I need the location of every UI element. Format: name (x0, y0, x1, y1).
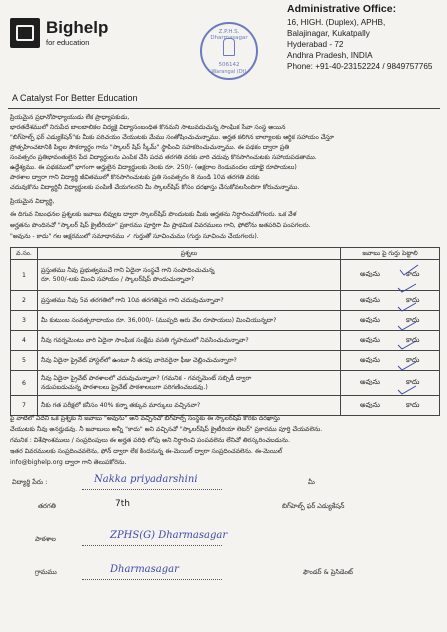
salutation-student: ప్రియమైన విద్యార్థి, (10, 198, 55, 205)
check-mark-icon (398, 386, 416, 394)
class-label: తరగతి (38, 502, 56, 510)
row-number: 7 (11, 396, 38, 416)
answer-no[interactable]: కాదు (405, 378, 420, 386)
closing-label: మీ (308, 478, 315, 486)
letter-line: ఈ దిగువ నిబంధనల ప్రశ్నలకు జవాబు లివ్వుట ద్వారా స్కాలర్‌షిప్ పొందుటకు మీకు అర్హతను నిర్ధారించుకోగలరు. ఒక వేళ (10, 211, 297, 218)
footer-email-line: info@bighelp.org ద్వారా గాని తెలుపకోరెను. (10, 459, 127, 466)
name-underline (82, 489, 222, 490)
stamp-number: 506142 (218, 62, 240, 68)
brand-subtitle: for education (46, 38, 90, 47)
answer-yes[interactable]: అవును (360, 355, 380, 364)
answer-no[interactable]: కాదు (405, 400, 420, 409)
question-text: ప్రస్తుతము నీవు 5వ తరగతిలో గాని 10వ తరగతిపైన గాని చదువుచున్నావా? (41, 297, 224, 304)
check-mark-icon (398, 322, 416, 330)
check-mark-icon (398, 362, 416, 370)
school-label: పాఠశాల (35, 535, 56, 543)
row-number: 4 (11, 331, 38, 351)
letter-line: "అవును - కాదు" గల అక్షరములో సమాధానము ✓ గుర్తుతో సూచించుము (గుర్తు సూచించు చేయగలరు). (10, 233, 259, 240)
check-mark-icon (398, 284, 416, 292)
answer-yes[interactable]: అవును (360, 378, 380, 386)
student-name-label: విద్యార్థి పేరు : (12, 478, 48, 486)
row-number: 3 (11, 311, 38, 331)
answer-no[interactable]: కాదు (405, 355, 420, 364)
letter-line: భారతదేశములో నిరుపేద బాలబాలికల విద్యకై విద్యాసంబంధిత కొనమని సాటువదుచున్న సాంఘిక సేవా సంస్థ అయిన (10, 124, 286, 131)
tagline: A Catalyst For Better Education (12, 93, 138, 103)
answer-yes[interactable]: అవును (360, 295, 380, 304)
row-number: 1 (11, 260, 38, 291)
answer-yes[interactable]: అవును (360, 315, 380, 324)
village-underline (82, 579, 222, 580)
answer-no[interactable]: కాదు (405, 270, 420, 278)
footer-line: చేయుటకు నీవు అనర్హుడవు. నీ జవాబులు అన్నీ "కాదు" అని వచ్చినచో "స్కాలర్‌షిప్ క్రైటీరియా లెటర్" ప్రకారము పూర్తి చేయవలెను. (10, 426, 323, 433)
footer-note: గమనిక : విశేషాంశములు / సంప్రదింపులు ఈ అర్హత పరిధి లోపు అని నిర్ధారించి పంపవలెను లేనిచో తిరస్కరించబడును. (10, 437, 290, 444)
header-question: ప్రశ్నలు (38, 248, 341, 260)
phone-line: Phone: +91-40-23152224 / 9849757765 (287, 62, 433, 71)
org-name-label: బిగ్‌హెల్ప్ ఫర్ ఎడ్యుకేషన్ (282, 502, 345, 510)
letter-line: ప్రోత్సహించటానికి పిల్లల సౌకర్యార్థం గాను "స్కాలర్ షిప్ స్కీమ్" స్థాపించి సహకరించుచున్నాము. ఈ పథకం ద్వారా ప్రతి (10, 144, 290, 151)
address-line: Balajinagar, Kukatpally (287, 29, 370, 38)
office-title: Administrative Office: (287, 3, 397, 15)
village-label: గ్రామము (35, 568, 57, 576)
letter-line: చదువుకొను విద్యార్థినీ విద్యార్థులకు పంపిణీ చేయగలరని మీ స్కాలర్‌షిప్ కోసం దరఖాస్తు చేసుకోవలసిందిగా కోరుచున్నాము. (10, 184, 300, 191)
question-text: నీవు గవర్నమెంటు వారి ఏదైనా సాంఘిక సంక్షేమ వసతి గృహములో నివసించుచున్నావా? (41, 337, 249, 344)
question-text-cont: రూ. 500/-లకు మించి సహాయం / స్కాలర్‌షిప్ పొందుచున్నావా? (41, 276, 195, 283)
address-line: 16, HIGH. (Duplex), APHB, (287, 18, 386, 27)
question-text: నీవు ఏదైనా ప్రైవేట్ హాస్టల్‌లో ఉంటూ నీ తరపు వారెవరైనా ఫీజు చెల్లించుచున్నారా? (41, 357, 237, 364)
check-mark-icon (400, 265, 418, 275)
school-value[interactable]: ZPHS(G) Dharmasagar (110, 530, 228, 541)
answer-yes[interactable]: అవును (360, 270, 380, 278)
brand-name: Bighelp (46, 18, 109, 37)
row-number: 5 (11, 351, 38, 371)
footer-line: పై వాటిలో ఏదేని ఒక ప్రశ్నకు నీ జవాబు "అవును" అని వచ్చినచో బిగ్‌హెల్ప్ సంస్థకు ఈ స్కాలర్‌షిప్ కొరకు దరఖాస్తు (10, 415, 280, 422)
check-mark-icon (398, 303, 416, 311)
letter-line: పాఠశాల ద్వారా గాని విద్యార్థి జీవితములో కొనసాగించుటకు ప్రతి సంవత్సరం 8 నుండి 10వ తరగతి వరకు (10, 174, 260, 181)
address-line: Andhra Pradesh, INDIA (287, 51, 373, 60)
class-value[interactable]: 7th (115, 499, 130, 509)
stamp-bottom-text: Warangal (Dt) (211, 69, 247, 75)
answer-yes[interactable]: అవును (360, 335, 380, 344)
answer-no[interactable]: కాదు (405, 295, 420, 304)
answer-yes[interactable]: అవును (360, 400, 380, 409)
question-text: ప్రస్తుతము నీవు ప్రభుత్వముచే గాని ఏదైనా సంస్థచే గాని సంపాదించుచున్న (41, 267, 215, 274)
letter-line: అర్హతను పొందినచో "స్కాలర్ షిప్ క్రైటీరియా" ప్రకారము పూర్తిగా మీ ప్రాథమిక వివరములు గాని, ఫోటోను జతపరిచి పంపగలరు. (10, 222, 311, 229)
row-number: 6 (11, 371, 38, 396)
letter-line: "బిగ్‌హెల్ప్ ఫర్ ఎడ్యుకేషన్"కు మీకు పరిచయం చేయుటకు మేము సంతోషించుచున్నాము. అర్హత కలిగిన బాల్యాలకు ఆర్థిక సహాయం చేస్తూ (10, 134, 334, 141)
letter-line: ఉద్దేశ్యము. ఈ పథకములో భాగంగా అర్హులైన విద్యార్థులకు నెలకు రూ. 250/- (అక్షరాల రెండువందల యాభై రూపాయలు) (10, 164, 297, 171)
header-sno: వ.సం. (11, 248, 38, 260)
header-answer: జవాబు పై గుర్తు పెట్టాలి (341, 248, 440, 260)
question-text-cont: నడుపబడుచున్న పాఠశాలలు ప్రైవేట్ పాఠశాలలుగా పరిగణించబడవు.) (41, 384, 208, 391)
answer-no[interactable]: కాదు (405, 335, 420, 344)
salutation-principal: ప్రియమైన ప్రధానోపాధ్యాయుడు లేక ప్రాధ్యాపకుడు, (10, 114, 130, 121)
answer-no[interactable]: కాదు (405, 315, 420, 324)
row-number: 2 (11, 291, 38, 311)
check-mark-icon (398, 341, 416, 349)
address-line: Hyderabad - 72 (287, 40, 344, 49)
stamp-top-text: Z.P.H.S. Dharmasagar (210, 29, 248, 41)
letter-line: సంవత్సరం ప్రతిభావంతులైన పేద విద్యార్థులను ఎంపిక చేసి పదవ తరగతి వరకు వారి చదువు కొనసాగించుటకు సహాయపడతాము. (10, 154, 317, 161)
school-underline (82, 545, 222, 546)
footer-line: ఇతర వివరములకు సంప్రదించవలెను, ఫోన్ ద్వారా లేక కిందనున్న ఈ-మెయిల్ ద్వారా సంప్రదించవలెను. ఈ-మెయిల్ (10, 448, 283, 455)
question-text: నీవు ఏదైనా ప్రైవేట్ పాఠశాలలో చదువుచున్నావా? (గమనిక - గవర్నమెంట్ సబ్సిడీ ద్వారా (41, 375, 252, 382)
question-text: నీకు గత పరీక్షలో కనీసం 40% కన్నా తక్కువ మార్కులు వచ్చినవా? (41, 402, 201, 409)
village-value[interactable]: Dharmasagar (110, 564, 179, 575)
question-text: మీ కుటుంబ సంవత్సరాదాయం రూ. 36,000/- (ముప్పది ఆరు వేల రూపాయలు) మించియున్నదా? (41, 317, 277, 324)
signatory-title: ఫౌండర్ & ప్రెసిడెంట్ (303, 568, 353, 576)
student-name-value[interactable]: Nakka priyadarshini (94, 474, 198, 485)
